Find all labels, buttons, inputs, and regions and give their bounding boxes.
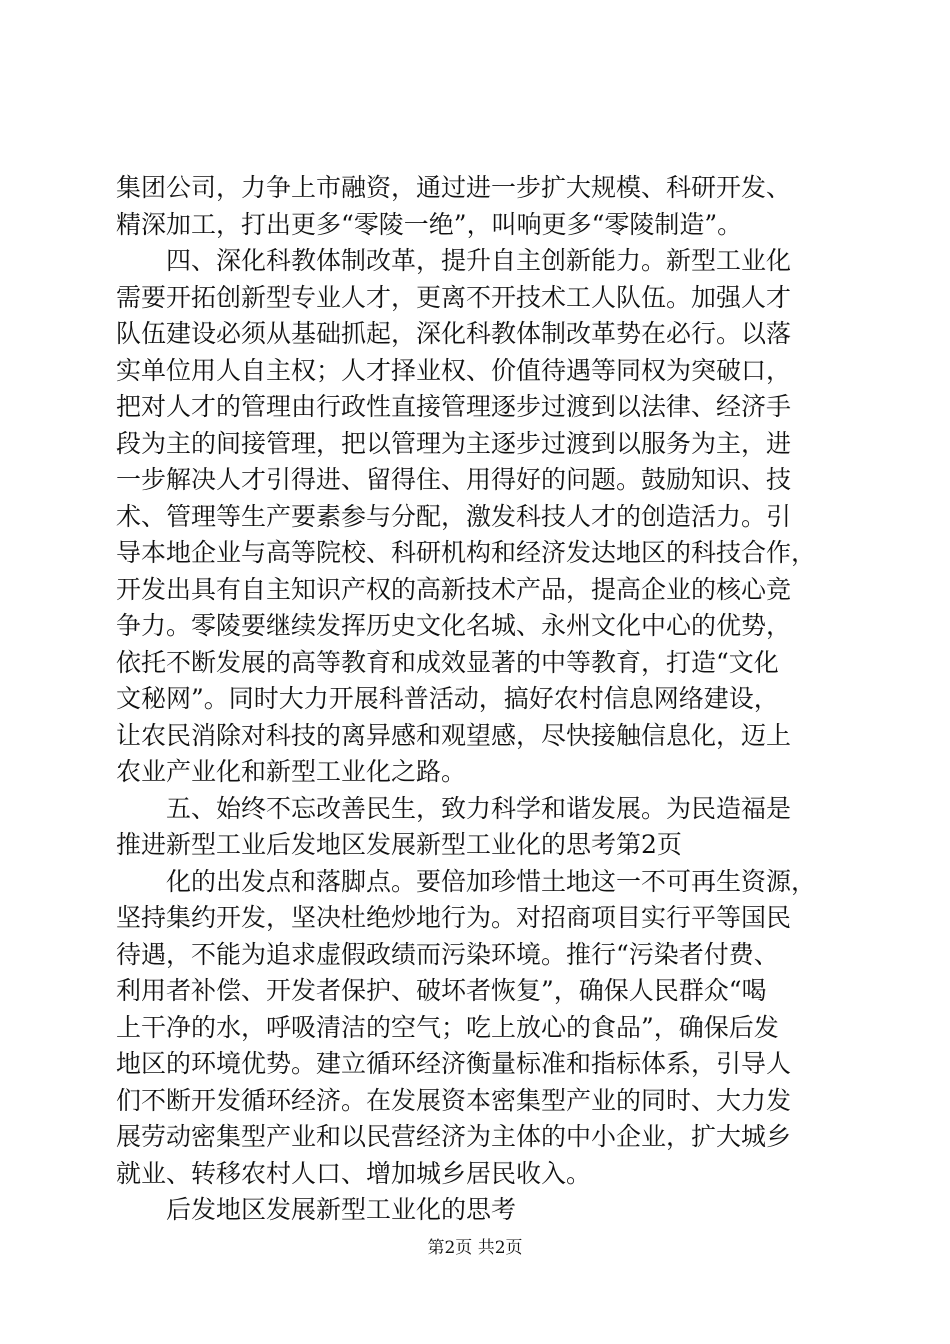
text-line: 化的出发点和落脚点。要倍加珍惜土地这一不可再生资源， bbox=[116, 866, 817, 896]
text-line: 争力。零陵要继续发挥历史文化名城、永州文化中心的优势， bbox=[116, 611, 792, 640]
text-line: 一步解决人才引得进、留得住、用得好的问题。鼓励知识、技 bbox=[116, 465, 792, 494]
text-line: 段为主的间接管理，把以管理为主逐步过渡到以服务为主，进 bbox=[116, 428, 792, 458]
text-line: 集团公司，力争上市融资，通过进一步扩大规模、科研开发、 bbox=[116, 173, 792, 202]
closing-title: 后发地区发展新型工业化的思考 bbox=[116, 1195, 517, 1224]
text-line: 把对人才的管理由行政性直接管理逐步过渡到以法律、经济手 bbox=[116, 392, 792, 421]
text-line: 需要开拓创新型专业人才，更离不开技术工人队伍。加强人才 bbox=[116, 282, 792, 312]
text-line: 依托不断发展的高等教育和成效显著的中等教育，打造“文化 bbox=[116, 647, 779, 677]
text-line: 术、管理等生产要素参与分配，激发科技人才的创造活力。引 bbox=[116, 501, 792, 531]
text-line: 让农民消除对科技的离异感和观望感，尽快接触信息化，迈上 bbox=[116, 720, 792, 750]
text-line: 们不断开发循环经济。在发展资本密集型产业的同时、大力发 bbox=[116, 1085, 792, 1115]
text-line: 开发出具有自主知识产权的高新技术产品，提高企业的核心竞 bbox=[116, 574, 792, 604]
text-line: 文秘网”。同时大力开展科普活动，搞好农村信息网络建设， bbox=[116, 684, 779, 713]
text-line: 地区的环境优势。建立循环经济衡量标准和指标体系，引导人 bbox=[116, 1049, 792, 1078]
text-line: 利用者补偿、开发者保护、破坏者恢复”，确保人民群众“喝 bbox=[116, 976, 767, 1005]
text-line: 队伍建设必须从基础抓起，深化科教体制改革势在必行。以落 bbox=[116, 319, 792, 348]
text-line: 导本地企业与高等院校、科研机构和经济发达地区的科技合作， bbox=[116, 538, 817, 567]
text-line: 推进新型工业后发地区发展新型工业化的思考第2页 bbox=[116, 830, 682, 859]
text-line: 农业产业化和新型工业化之路。 bbox=[116, 757, 467, 786]
page-footer: 第2页 共2页 bbox=[427, 1238, 523, 1258]
text-line: 精深加工，打出更多“零陵一绝”，叫响更多“零陵制造”。 bbox=[116, 209, 743, 239]
text-line: 上干净的水，呼吸清洁的空气；吃上放心的食品”，确保后发 bbox=[116, 1012, 779, 1042]
text-line: 就业、转移农村人口、增加城乡居民收入。 bbox=[116, 1158, 592, 1188]
document-body bbox=[116, 170, 846, 1229]
text-line: 坚持集约开发，坚决杜绝炒地行为。对招商项目实行平等国民 bbox=[116, 903, 792, 932]
paragraph-five-start: 五、始终不忘改善民生，致力科学和谐发展。为民造福是 bbox=[116, 793, 792, 823]
text-line: 待遇，不能为追求虚假政绩而污染环境。推行“污染者付费、 bbox=[116, 939, 779, 969]
text-line: 展劳动密集型产业和以民营经济为主体的中小企业，扩大城乡 bbox=[116, 1122, 792, 1151]
text-line: 实单位用人自主权；人才择业权、价值待遇等同权为突破口， bbox=[116, 355, 792, 385]
paragraph-four-start: 四、深化科教体制改革，提升自主创新能力。新型工业化 bbox=[116, 246, 792, 275]
